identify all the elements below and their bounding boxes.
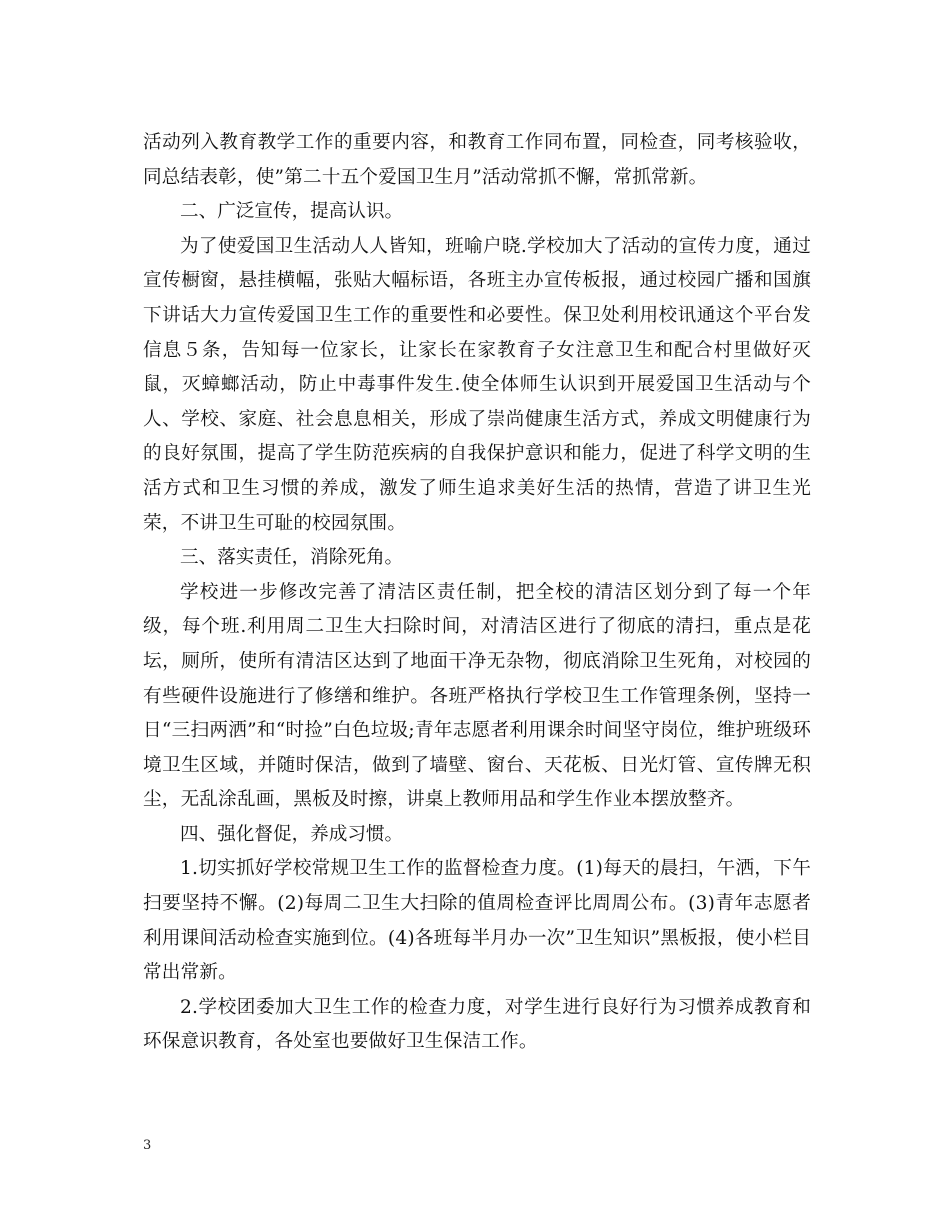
section-heading-3: 三、落实责任，消除死角。	[180, 547, 404, 569]
page-number: 3	[143, 1138, 152, 1153]
section-heading-2: 二、广泛宣传，提高认识。	[180, 201, 404, 223]
paragraph-responsibility: 学校进一步修改完善了清洁区责任制，把全校的清洁区划分到了每一个年级，每个班.利用周二卫生大扫除时间，对清洁区进行了彻底的清扫，重点是花坛，厕所，使所有清洁区达到了地面干净无杂物，彻底消除卫生死角，对校园的有些硬件设施进行了修缮和维护。各班严格执行学校卫生工作管理条例，坚持一日“三扫两洒”和“时捡”白色垃圾;青年志愿者利用课余时间坚守岗位，维护班级环境卫生区域，并随时保洁，做到了墙壁、窗台、天花板、日光灯管、宣传牌无积尘，无乱涂乱画，黑板及时擦，讲桌上教师用品和学生作业本摆放整齐。	[143, 581, 811, 811]
section-heading-4: 四、强化督促，养成习惯。	[180, 823, 404, 845]
paragraph-publicity: 为了使爱国卫生活动人人皆知，班喻户晓.学校加大了活动的宣传力度，通过宣传橱窗，悬挂横幅，张贴大幅标语，各班主办宣传板报，通过校园广播和国旗下讲话大力宣传爱国卫生工作的重要性和必要性。保卫处利用校讯通这个平台发信息５条，告知每一位家长，让家长在家教育子女注意卫生和配合村里做好灭鼠，灭蟑螂活动，防止中毒事件发生.使全体师生认识到开展爱国卫生活动与个人、学校、家庭、社会息息相关，形成了崇尚健康生活方式，养成文明健康行为的良好氛围，提高了学生防范疾病的自我保护意识和能力，促进了科学文明的生活方式和卫生习惯的养成，激发了师生追求美好生活的热情，营造了讲卫生光荣，不讲卫生可耻的校园氛围。	[143, 235, 811, 534]
paragraph-item-2: 2.学校团委加大卫生工作的检查力度，对学生进行良好行为习惯养成教育和环保意识教育，各处室也要做好卫生保洁工作。	[143, 996, 811, 1053]
paragraph-item-1: 1.切实抓好学校常规卫生工作的监督检查力度。(1)每天的晨扫，午洒，下午扫要坚持不懈。(2)每周二卫生大扫除的值周检查评比周周公布。(3)青年志愿者利用课间活动检查实施到位。(4)各班每半月办一次”卫生知识”黑板报，使小栏目常出常新。	[143, 858, 811, 984]
paragraph-continuation: 活动列入教育教学工作的重要内容，和教育工作同布置，同检查，同考核验收，同总结表彰，使”第二十五个爱国卫生月”活动常抓不懈，常抓常新。	[143, 132, 811, 188]
document-body	[143, 126, 811, 1060]
